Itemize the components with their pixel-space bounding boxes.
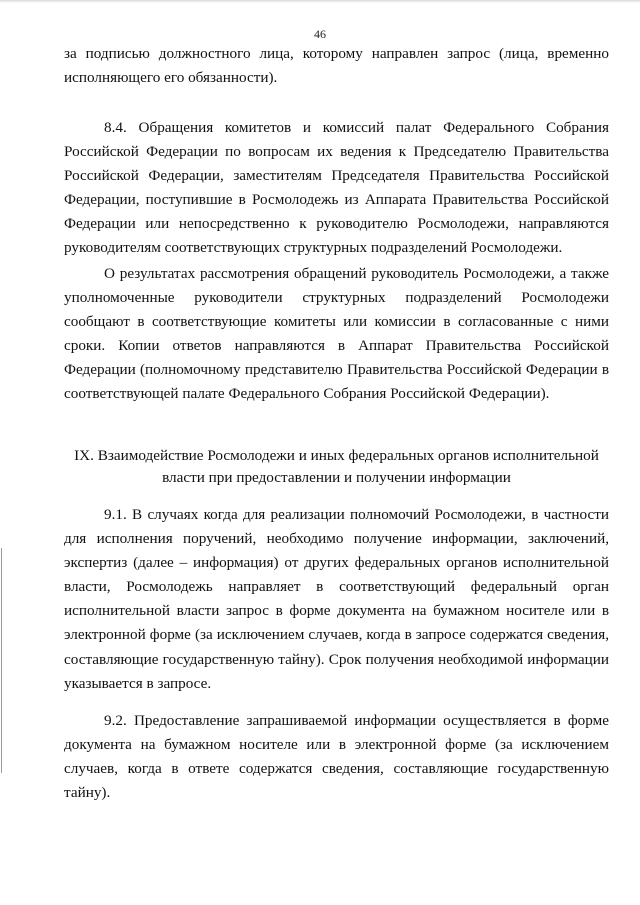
paragraph-9-1: 9.1. В случаях когда для реализации полномочий Росмолодежи, в частности для исполнения поручений, необходимо получение информации, заключений, экспертиз (далее – информация) от других федеральных органов исполнительной власти, Росмолодежь направляет в соответствующий федеральный орган исполнительной власти запрос в форме документа на бумажном носителе или в электронной форме (за исключением случаев, когда в запросе содержатся сведения, составляющие государственную тайну). Срок получения необходимой информации указывается в запросе. bbox=[64, 506, 609, 692]
scan-top-shadow bbox=[0, 0, 640, 3]
paragraph-continuation: за подписью должностного лица, которому направлен запрос (лица, временно исполняющего его обязанности). bbox=[64, 45, 609, 87]
scan-edge-line bbox=[1, 548, 2, 773]
page-number: 46 bbox=[314, 27, 326, 41]
paragraph-8-4-results: О результатах рассмотрения обращений руководитель Росмолодежи, а также уполномоченные руководители структурных подразделений Росмолодежи сообщают в соответствующие комитеты или комиссии в согласованные с ними сроки. Копии ответов направляются в Аппарат Правительства Российской Федерации (полномочному представителю Правительства Российской Федерации в соответствующей палате Федерального Собрания Российской Федерации). bbox=[64, 265, 609, 403]
section-heading-ix: IX. Взаимодействие Росмолодежи и иных федеральных органов исполнительной власти при предоставлении и получении информации bbox=[74, 447, 599, 486]
paragraph-8-4: 8.4. Обращения комитетов и комиссий палат Федерального Собрания Российской Федерации по вопросам их ведения к Председателю Правительства Российской Федерации, заместителям Председателя Правительства Российской Федерации, поступившие в Росмолодежь из Аппарата Правительства Российской Федерации или непосредственно к руководителю Росмолодежи, направляются руководителям соответствующих структурных подразделений Росмолодежи. bbox=[64, 119, 609, 257]
paragraph-9-2: 9.2. Предоставление запрашиваемой информации осуществляется в форме документа на бумажном носителе или в электронной форме (за исключением случаев, когда в ответе содержатся сведения, составляющие государственную тайну). bbox=[64, 712, 609, 802]
